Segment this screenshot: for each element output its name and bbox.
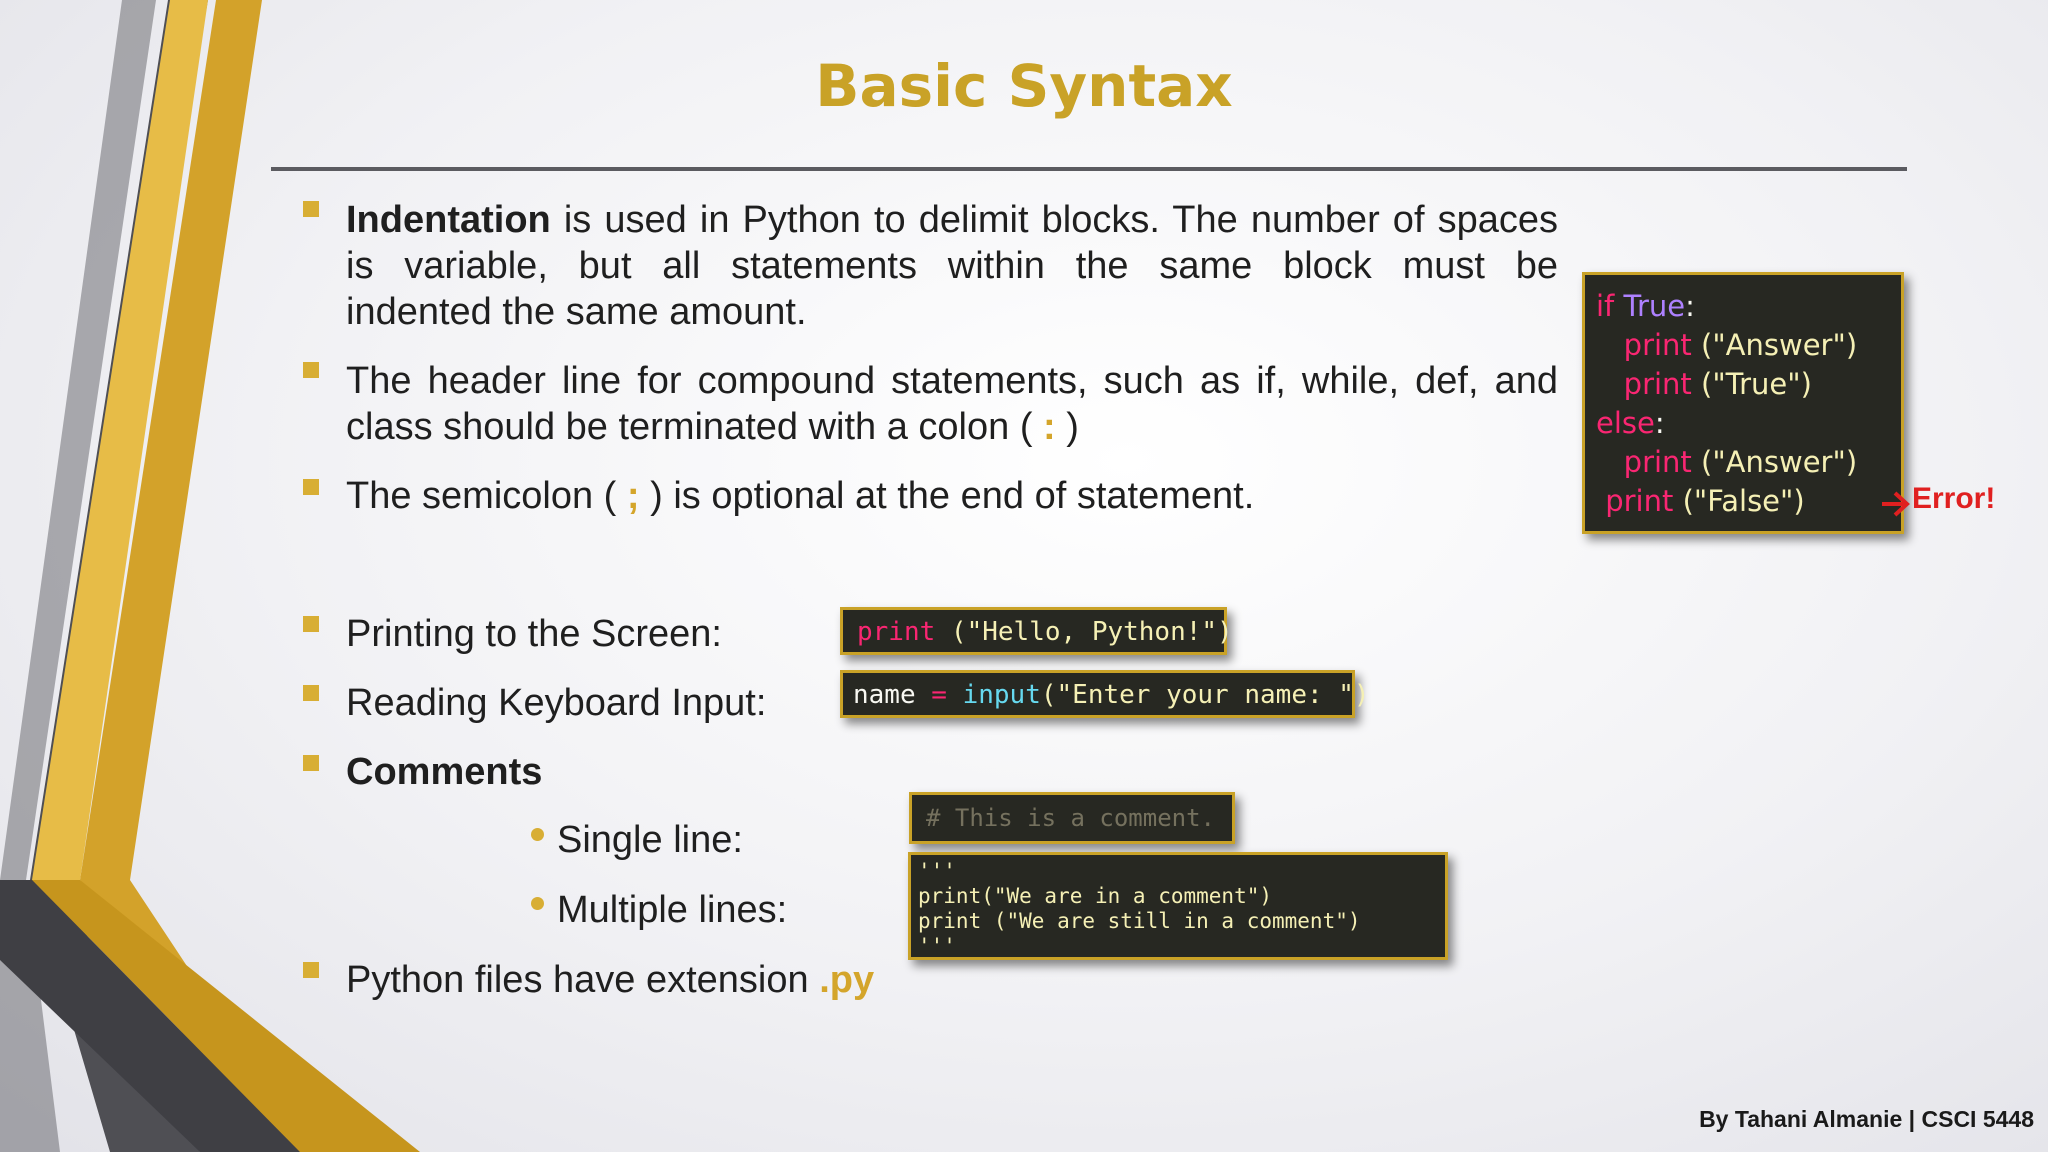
triple-quote-open: ''': [918, 859, 956, 883]
else-keyword: else: [1596, 406, 1655, 440]
code-single-comment: [909, 792, 1235, 844]
code-input-example: [840, 670, 1370, 718]
print-keyword: print: [1623, 328, 1692, 362]
slide-title: Basic Syntax: [815, 52, 1233, 120]
assign-op: =: [931, 680, 947, 710]
semicolon-text-end: ) is optional at the end of statement.: [639, 475, 1255, 517]
print-keyword: print: [1623, 367, 1692, 401]
bullet-files: [346, 957, 874, 1003]
var-name: name: [853, 680, 932, 710]
semicolon-symbol: ;: [626, 475, 640, 517]
print-keyword: print: [857, 617, 936, 647]
bullet-indentation-line1: [346, 197, 1558, 243]
bullet-semicolon: [346, 473, 1254, 519]
indentation-term: Indentation: [346, 199, 551, 241]
bullet-marker: [303, 616, 319, 632]
bullet-comments: Comments: [346, 751, 543, 793]
bullet-indentation-line2: is variable, but all statements within the same block must be: [346, 245, 1558, 287]
true-value: True: [1614, 289, 1686, 323]
bullet-marker: [303, 755, 319, 771]
sub-bullet-dot: [531, 897, 544, 910]
sub-bullet-multiple-lines: Multiple lines:: [557, 889, 788, 931]
bullet-reading: Reading Keyboard Input:: [346, 682, 767, 724]
code-if-else-example: [1582, 272, 1904, 534]
indent: [1596, 484, 1605, 518]
error-label: Error!: [1912, 482, 1996, 515]
print-arg: ("Hello, Python!"): [935, 617, 1233, 647]
input-fn: input: [946, 680, 1041, 710]
header-text: class should be terminated with a colon (: [346, 406, 1044, 448]
bullet-marker: [303, 962, 319, 978]
if-keyword: if: [1596, 289, 1615, 323]
bullet-printing: Printing to the Screen:: [346, 613, 722, 655]
bullet-marker: [303, 685, 319, 701]
bullet-indentation-line3: indented the same amount.: [346, 291, 807, 333]
indent: [1596, 328, 1624, 362]
triple-quote-close: ''': [918, 934, 956, 958]
print-keyword: print: [1623, 445, 1692, 479]
input-arg: ("Enter your name: "): [1040, 680, 1370, 710]
sub-bullet-single-line: Single line:: [557, 819, 743, 861]
files-text: Python files have extension: [346, 959, 820, 1001]
indent: [1596, 445, 1624, 479]
bullet-header-line2: [346, 404, 1079, 450]
colon-symbol: :: [1043, 406, 1056, 448]
semicolon-text: The semicolon (: [346, 475, 627, 517]
bullet-marker: [303, 362, 319, 378]
py-extension: .py: [819, 959, 875, 1001]
comment-text: # This is a comment.: [926, 804, 1215, 832]
true-arg: ("True"): [1691, 367, 1812, 401]
false-arg: ("False"): [1673, 484, 1805, 518]
bullet-marker: [303, 201, 319, 217]
header-text-end: ): [1055, 406, 1079, 448]
answer-arg: ("Answer"): [1691, 445, 1858, 479]
title-divider: [271, 167, 1907, 171]
comment-line-2: print ("We are still in a comment"): [918, 909, 1361, 933]
print-keyword: print: [1605, 484, 1674, 518]
code-multi-comment: [908, 852, 1448, 960]
comment-line-1: print("We are in a comment"): [918, 884, 1273, 908]
arrow-right-icon: [1880, 490, 1910, 518]
indent: [1596, 367, 1624, 401]
bullet-header-line1: The header line for compound statements, such as if, while, def, and: [346, 360, 1558, 402]
code-print-example: [840, 607, 1233, 655]
answer-arg: ("Answer"): [1691, 328, 1858, 362]
colon: :: [1654, 406, 1665, 440]
bullet-marker: [303, 479, 319, 495]
indentation-text: is used in Python to delimit blocks. The number of spaces: [550, 199, 1558, 241]
sub-bullet-dot: [531, 828, 544, 841]
colon: :: [1685, 289, 1695, 323]
slide-footer: By Tahani Almanie | CSCI 5448: [1699, 1106, 2034, 1132]
